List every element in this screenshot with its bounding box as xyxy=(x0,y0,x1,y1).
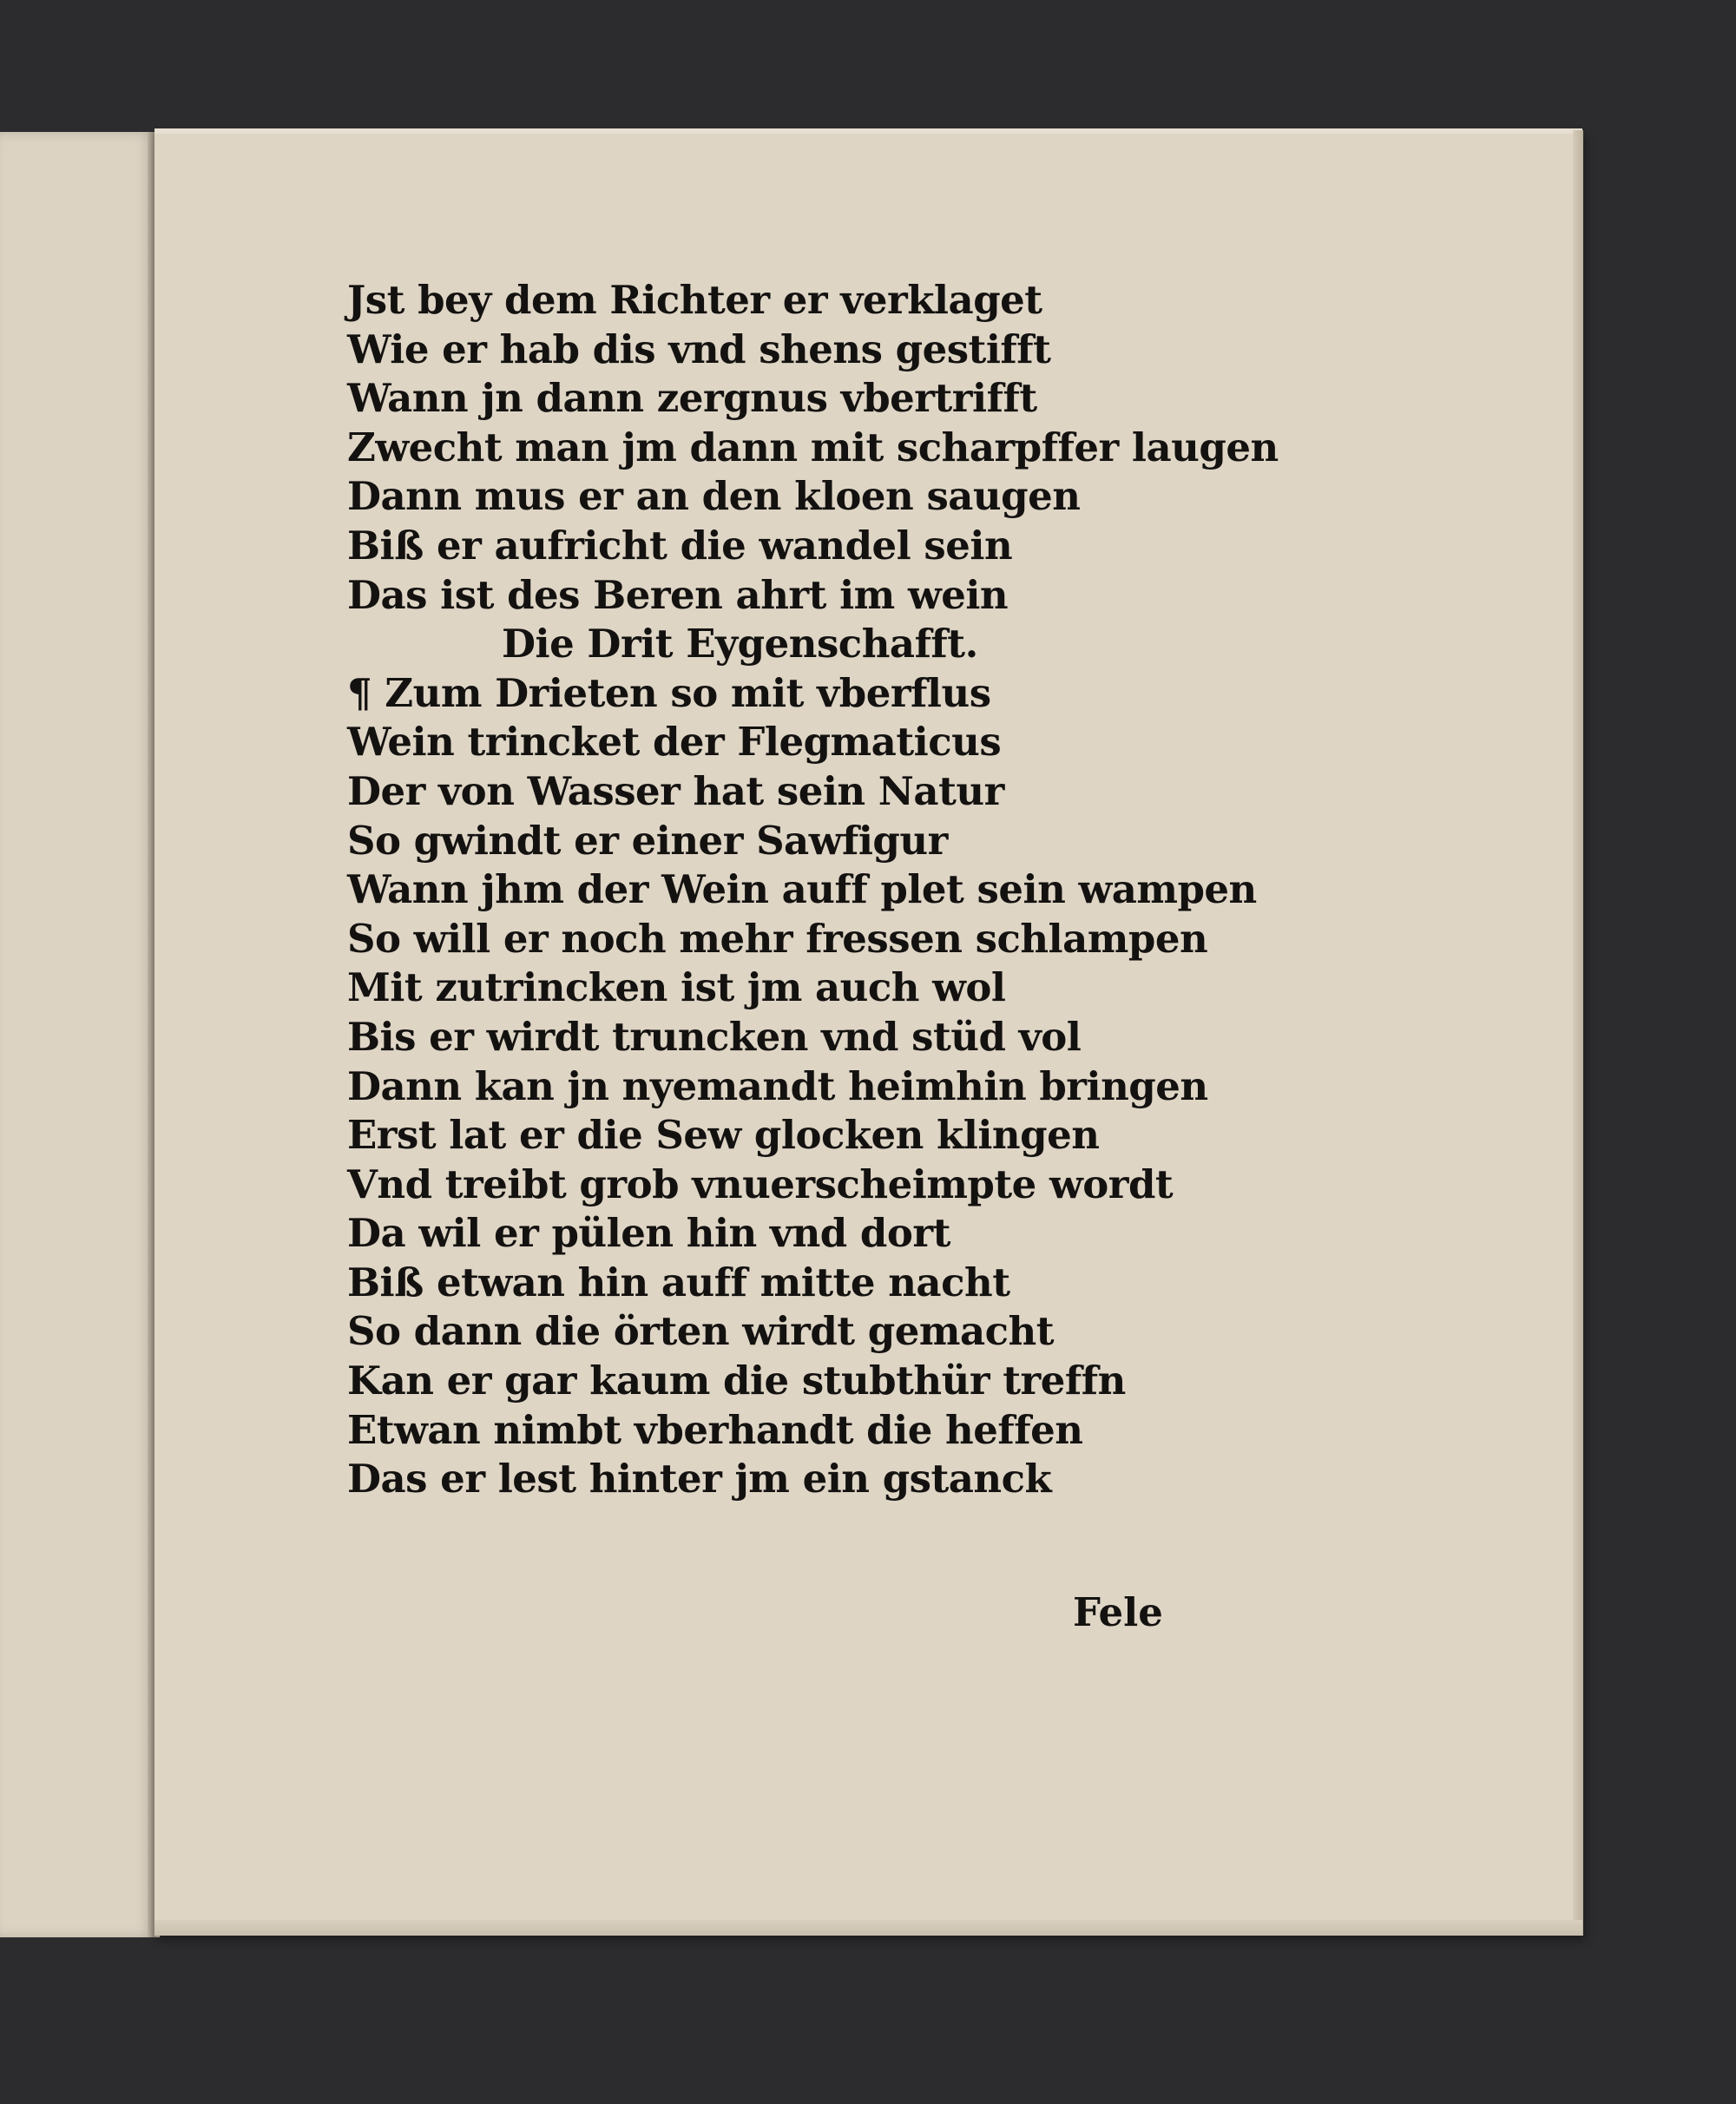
verse-line: ¶ Zum Drieten so mit vberflus xyxy=(347,669,991,716)
verse-line: Dann kan jn nyemandt heimhin bringen xyxy=(347,1062,1208,1109)
verse-line: Etwan nimbt vberhandt die heffen xyxy=(347,1406,1083,1453)
verse-line: Dann mus er an den kloen saugen xyxy=(347,473,1081,520)
section-heading: Die Drit Eygenschafft. xyxy=(502,621,978,667)
verse-line: Da wil er pülen hin vnd dort xyxy=(347,1210,950,1257)
page-edge-top xyxy=(155,128,1582,134)
verse-line: Jst bey dem Richter er verklaget xyxy=(347,277,1042,323)
page-edge-right xyxy=(1573,130,1583,1936)
verse-line: Vnd treibt grob vnuerscheimpte wordt xyxy=(347,1160,1174,1207)
verse-text-block xyxy=(347,276,1279,1504)
verse-line: Zwecht man jm dann mit scharpffer laugen xyxy=(347,424,1279,470)
verse-line: Mit zutrincken ist jm auch wol xyxy=(347,964,1006,1011)
verse-line: Wann jhm der Wein auff plet sein wampen xyxy=(347,866,1257,913)
verse-line: So will er noch mehr fressen schlampen xyxy=(347,915,1208,962)
verse-line: So gwindt er einer Sawfigur xyxy=(347,817,948,864)
page-edge-bottom xyxy=(155,1920,1582,1936)
verse-line: Wein trincket der Flegmaticus xyxy=(347,719,1002,766)
verse-line: Das ist des Beren ahrt im wein xyxy=(347,571,1009,618)
left-page xyxy=(0,132,155,1937)
verse-line: Das er lest hinter jm ein gstanck xyxy=(347,1456,1052,1502)
verse-line: Erst lat er die Sew glocken klingen xyxy=(347,1112,1100,1159)
verse-line: Wann jn dann zergnus vbertrifft xyxy=(347,375,1037,422)
verse-line: Biß er aufricht die wandel sein xyxy=(347,522,1013,569)
verse-line: Wie er hab dis vnd shens gestifft xyxy=(347,325,1051,372)
verse-line: Bis er wirdt truncken vnd stüd vol xyxy=(347,1013,1082,1060)
verse-line: Biß etwan hin auff mitte nacht xyxy=(347,1259,1010,1305)
verse-line: So dann die örten wirdt gemacht xyxy=(347,1308,1055,1355)
catchword: Fele xyxy=(1073,1589,1163,1635)
verse-line: Kan er gar kaum die stubthür treffn xyxy=(347,1358,1126,1404)
verse-line: Der von Wasser hat sein Natur xyxy=(347,767,1004,814)
